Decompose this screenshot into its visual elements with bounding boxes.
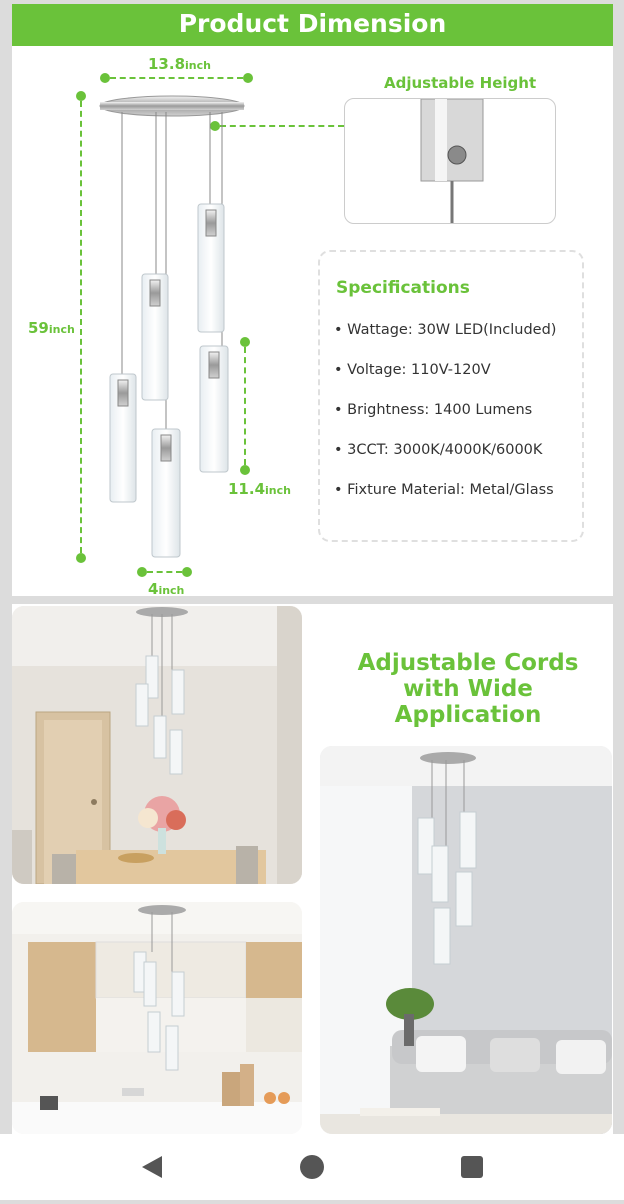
dimension-marker — [137, 567, 147, 577]
adjustable-height-label: Adjustable Height — [384, 74, 537, 92]
product-dimension-panel — [12, 4, 613, 596]
dimension-marker — [243, 73, 253, 83]
dimension-marker — [76, 553, 86, 563]
dimension-marker — [76, 91, 86, 101]
spec-item: • Brightness: 1400 Lumens — [334, 402, 533, 418]
spec-item: • Voltage: 110V-120V — [334, 362, 491, 378]
dining-room-photo — [12, 606, 302, 884]
back-triangle-icon — [122, 1134, 182, 1200]
height-dimension-line — [80, 101, 82, 553]
application-panel — [12, 604, 613, 1134]
recents-button[interactable] — [442, 1134, 502, 1200]
specifications-box — [318, 250, 584, 542]
height-dimension-label: 59inch — [28, 319, 75, 337]
home-button[interactable] — [282, 1134, 342, 1200]
dimension-marker — [100, 73, 110, 83]
dimension-marker — [182, 567, 192, 577]
width-dimension-label: 13.8inch — [148, 55, 211, 73]
shade-width-dimension-label: 4inch — [148, 580, 185, 598]
spec-item: • 3CCT: 3000K/4000K/6000K — [334, 442, 543, 458]
shade-width-dimension-line — [147, 571, 182, 573]
recents-square-icon — [442, 1134, 502, 1200]
system-navigation-bar — [0, 1134, 624, 1200]
application-headline: Adjustable Cords with Wide Application — [357, 650, 579, 728]
spec-item: • Fixture Material: Metal/Glass — [334, 482, 554, 498]
shade-height-dimension-label: 11.4inch — [228, 480, 291, 498]
spec-item: • Wattage: 30W LED(Included) — [334, 322, 557, 338]
living-room-photo — [320, 746, 612, 1134]
home-circle-icon — [282, 1134, 342, 1200]
specifications-title: Specifications — [336, 278, 470, 298]
back-button[interactable] — [122, 1134, 182, 1200]
page-title: Product Dimension — [12, 4, 613, 46]
kitchen-photo — [12, 902, 302, 1134]
width-dimension-line — [110, 77, 243, 79]
adjustable-height-detail — [344, 98, 556, 224]
chandelier-illustration — [92, 84, 262, 564]
